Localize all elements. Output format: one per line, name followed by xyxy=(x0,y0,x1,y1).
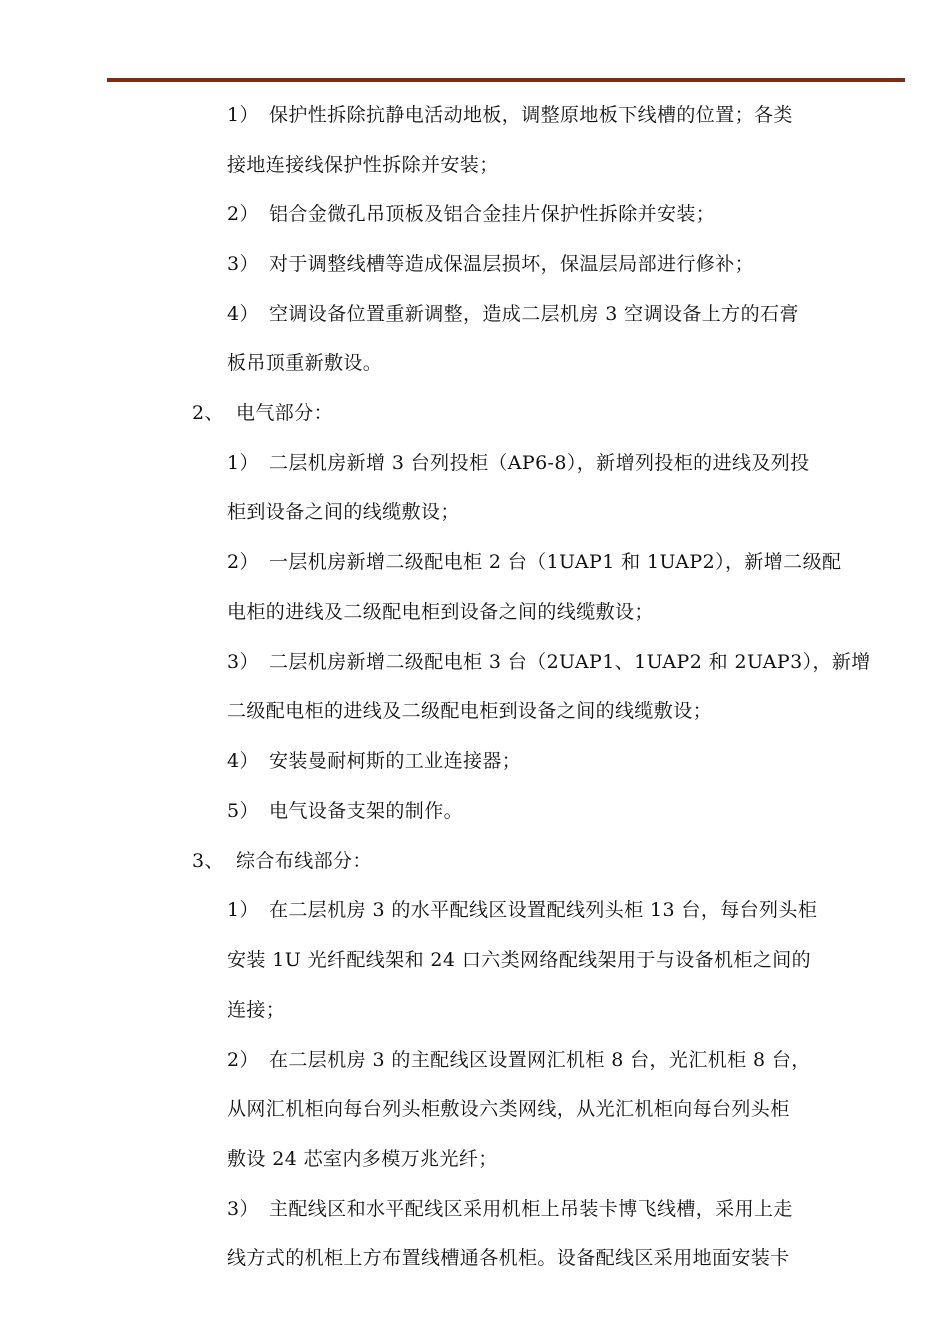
item-text: 敷设 24 芯室内多模万兆光纤； xyxy=(227,1148,498,1170)
item-text: 一层机房新增二级配电柜 2 台（1UAP1 和 1UAP2），新增二级配 xyxy=(269,551,842,573)
item-text: 电柜的进线及二级配电柜到设备之间的线缆敷设； xyxy=(227,601,654,623)
item-text: 在二层机房 3 的主配线区设置网汇机柜 8 台，光汇机柜 8 台， xyxy=(269,1049,811,1071)
item-number: 5） xyxy=(227,800,259,822)
item-text: 安装曼耐柯斯的工业连接器； xyxy=(269,750,522,772)
item-number: 4） xyxy=(227,750,259,772)
item-text: 连接； xyxy=(227,999,286,1021)
item-number: 2、 xyxy=(192,402,224,424)
item-number: 4） xyxy=(227,303,259,325)
item-text: 二层机房新增二级配电柜 3 台（2UAP1、1UAP2 和 2UAP3），新增 xyxy=(269,651,871,673)
item-text: 在二层机房 3 的水平配线区设置配线列头柜 13 台，每台列头柜 xyxy=(269,899,818,921)
item-number: 1） xyxy=(227,452,259,474)
item-text: 接地连接线保护性拆除并安装； xyxy=(227,154,499,176)
item-text: 从网汇机柜向每台列头柜敷设六类网线，从光汇机柜向每台列头柜 xyxy=(227,1098,790,1120)
item-text: 铝合金微孔吊顶板及铝合金挂片保护性拆除并安装； xyxy=(269,203,716,225)
item-number: 2） xyxy=(227,1049,259,1071)
item-text: 保护性拆除抗静电活动地板，调整原地板下线槽的位置；各类 xyxy=(269,104,793,126)
item-text: 安装 1U 光纤配线架和 24 口六类网络配线架用于与设备机柜之间的 xyxy=(227,949,812,971)
item-text: 电气部分： xyxy=(236,402,334,424)
item-number: 1） xyxy=(227,899,259,921)
item-text: 空调设备位置重新调整，造成二层机房 3 空调设备上方的石膏 xyxy=(269,303,799,325)
item-number: 3） xyxy=(227,253,259,275)
header-rule xyxy=(107,78,905,82)
item-number: 3、 xyxy=(192,850,224,872)
item-text: 板吊顶重新敷设。 xyxy=(227,352,383,374)
item-number: 3） xyxy=(227,1198,259,1220)
item-text: 柜到设备之间的线缆敷设； xyxy=(227,501,460,523)
item-text: 主配线区和水平配线区采用机柜上吊装卡博飞线槽，采用上走 xyxy=(269,1198,793,1220)
item-text: 综合布线部分： xyxy=(236,850,372,872)
item-text: 电气设备支架的制作。 xyxy=(269,800,464,822)
item-text: 线方式的机柜上方布置线槽通各机柜。设备配线区采用地面安装卡 xyxy=(227,1247,790,1269)
item-text: 二层机房新增 3 台列投柜（AP6-8），新增列投柜的进线及列投 xyxy=(269,452,810,474)
item-number: 2） xyxy=(227,203,259,225)
item-text: 二级配电柜的进线及二级配电柜到设备之间的线缆敷设； xyxy=(227,700,713,722)
item-number: 1） xyxy=(227,104,259,126)
item-text: 对于调整线槽等造成保温层损坏，保温层局部进行修补； xyxy=(269,253,755,275)
item-number: 3） xyxy=(227,651,259,673)
item-number: 2） xyxy=(227,551,259,573)
